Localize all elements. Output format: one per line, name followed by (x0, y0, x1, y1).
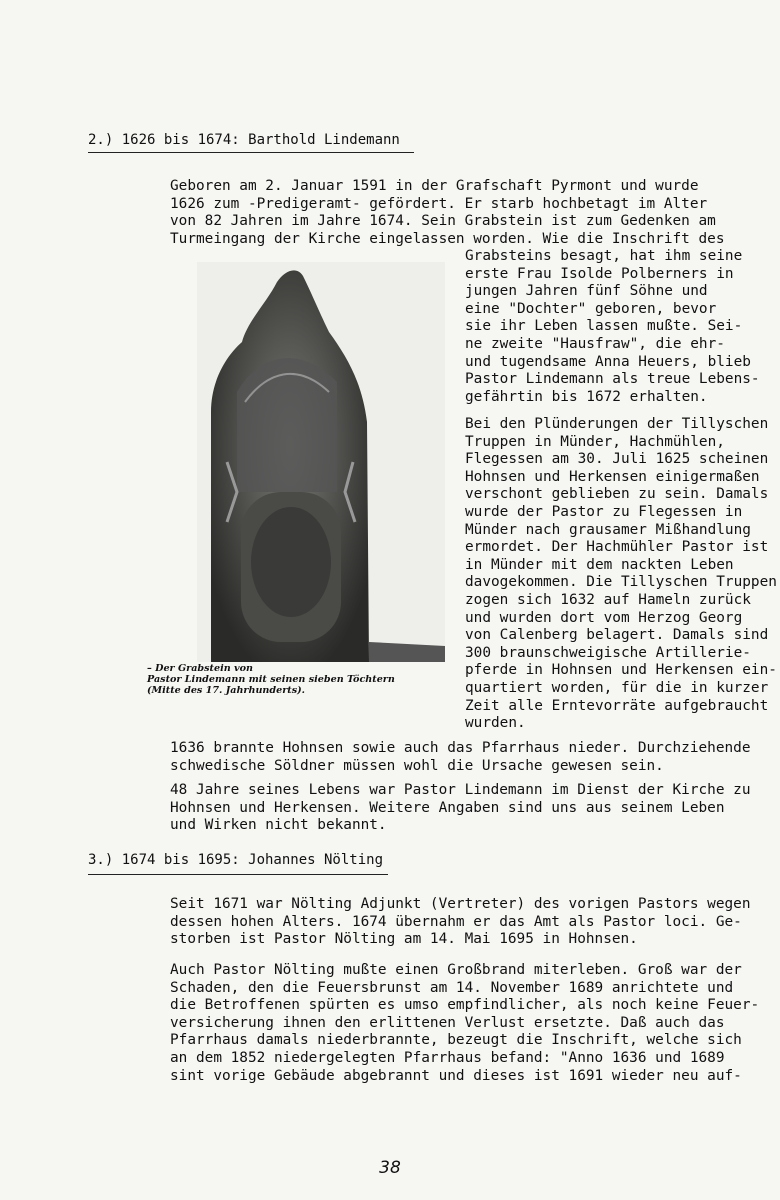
lindemann-paragraph-2: Bei den Plünderungen der Tillyschen Truppen in Münder, Hachmühlen, Flegessen am 30. Juli 1625 scheinen Hohnsen und Herkensen einigermaßen verschont geblieben zu sein. Damals wurde der Pastor zu Flegessen in Münder nach grausamer Mißhandlung ermordet. Der Hachmühler Pastor ist in Münder mit dem nackten Leben davogekommen. Die Tillyschen Truppen zogen sich 1632 auf Hameln zurück und wurden dort vom Herzog Georg von Calenberg belagert. Damals sind 300 braunschweigische Artillerie- pferde in Hohnsen und Herkensen ein- quartiert worden, für die in kurzer Zeit alle Erntevorräte aufgebraucht wurden. (465, 416, 777, 732)
gravestone-photo (197, 262, 445, 662)
lindemann-paragraph-3: 1636 brannte Hohnsen sowie auch das Pfarrhaus nieder. Durchziehende schwedische Söldner müssen wohl die Ursache gewesen sein. (170, 740, 751, 774)
heading-underline (88, 874, 388, 875)
heading-underline (88, 152, 414, 153)
noelting-paragraph-1: Seit 1671 war Nölting Adjunkt (Vertreter) des vorigen Pastors wegen dessen hohen Alters. 1674 übernahm er das Amt als Pastor loci. Ge- storben ist Pastor Nölting am 14. Mai 1695 in Hohnsen. (170, 896, 751, 948)
lindemann-paragraph-1: Geboren am 2. Januar 1591 in der Grafschaft Pyrmont und wurde 1626 zum -Predigeramt- gefördert. Er starb hochbetagt im Alter von 82 Jahren im Jahre 1674. Sein Grabstein ist zum Gedenken am Turmeingang der Kirche eingelassen worden. Wie die Inschrift des (170, 178, 725, 247)
photo-caption: – Der Grabstein von Pastor Lindemann mit seinen sieben Töchtern (Mitte des 17. Jahrhunderts). (147, 663, 395, 696)
section-heading-noelting: 3.) 1674 bis 1695: Johannes Nölting (88, 852, 384, 868)
noelting-paragraph-2: Auch Pastor Nölting mußte einen Großbrand miterleben. Groß war der Schaden, den die Feuersbrunst am 14. November 1689 anrichtete und die Betroffenen spürten es umso empfindlicher, als noch keine Feuer- versicherung ihnen den erlittenen Verlust ersetzte. Daß auch das Pfarrhaus damals niederbrannte, bezeugt die Inschrift, welche sich an dem 1852 niedergelegten Pfarrhaus befand: "Anno 1636 und 1689 sint vorige Gebäude abgebrannt und dieses ist 1691 wieder neu auf- (170, 962, 760, 1084)
lindemann-paragraph-1-continued: Grabsteins besagt, hat ihm seine erste Frau Isolde Polberners in jungen Jahren fünf Söhne und eine "Dochter" geboren, bevor sie ihr Leben lassen mußte. Sei- ne zweite "Hausfraw", die ehr- und tugendsame Anna Heuers, blieb Pastor Lindemann als treue Lebens- gefährtin bis 1672 erhalten. (465, 248, 760, 405)
page-number: 38 (379, 1158, 401, 1178)
section-heading-lindemann: 2.) 1626 bis 1674: Barthold Lindemann (88, 132, 400, 148)
gravestone-image (197, 262, 445, 662)
lindemann-paragraph-4: 48 Jahre seines Lebens war Pastor Lindemann im Dienst der Kirche zu Hohnsen und Herkensen. Weitere Angaben sind uns aus seinem Leben und Wirken nicht bekannt. (170, 782, 751, 834)
